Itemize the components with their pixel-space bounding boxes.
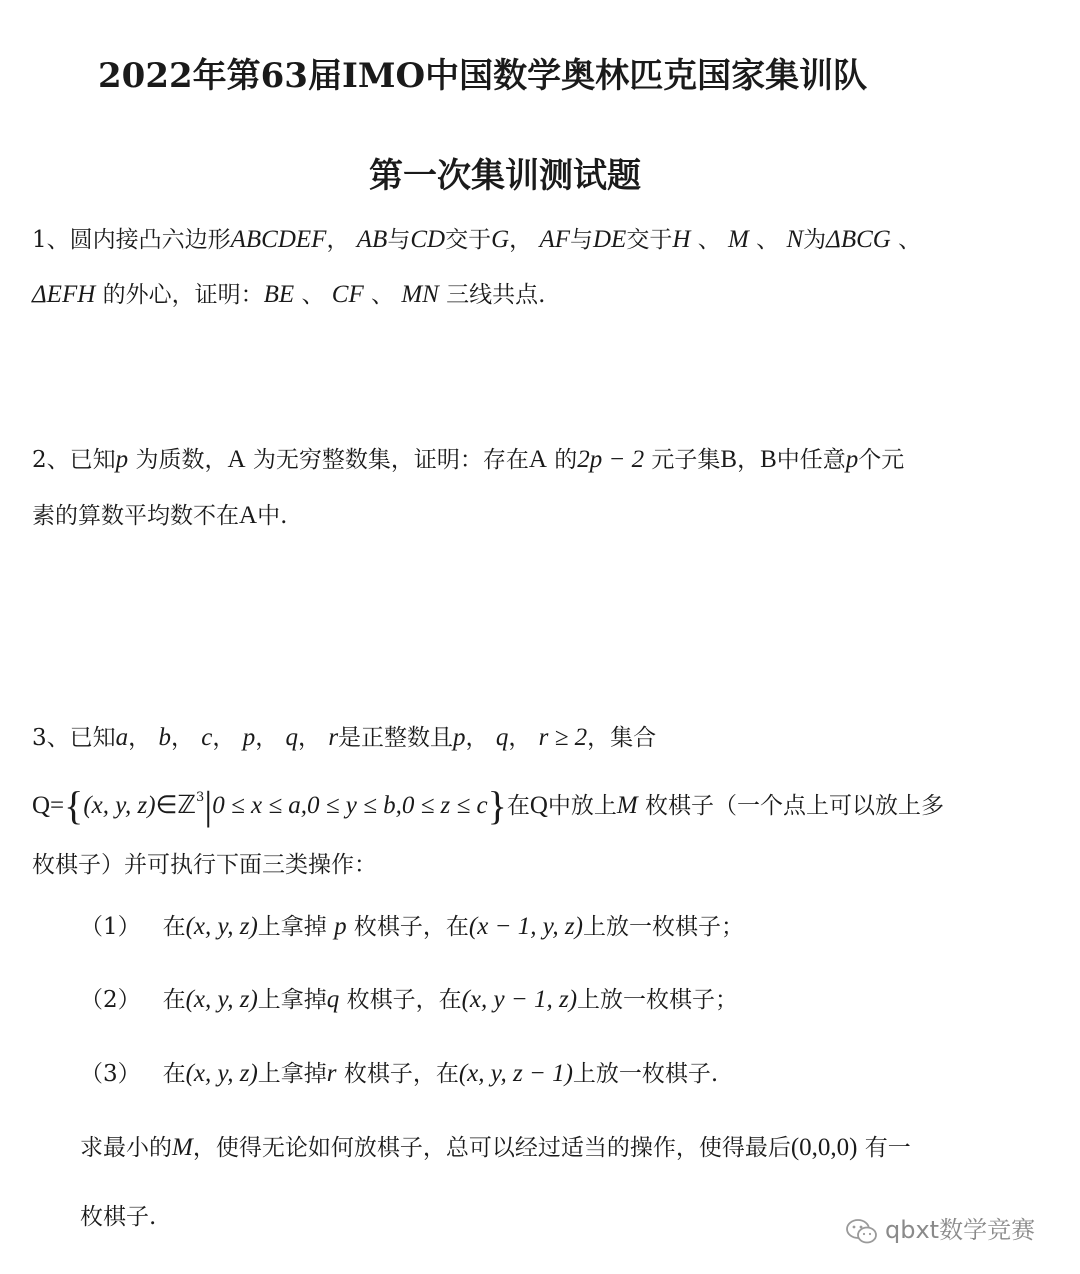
operation-1: （1） 在(x, y, z)上拿掉 p 枚棋子，在(x − 1, y, z)上放一枚棋子； bbox=[80, 913, 744, 940]
wechat-icon bbox=[845, 1218, 879, 1252]
problem-2-line-1: 2、已知p 为质数，A 为无穷整数集，证明：存在A 的2p − 2 元子集B，B中任意p个元 bbox=[32, 446, 905, 473]
watermark-text: qbxt数学竞赛 bbox=[885, 1216, 1036, 1244]
problem-1-line-2: ΔEFH 的外心，证明：BE 、 CF 、 MN 三线共点. bbox=[32, 281, 546, 308]
problem-3-question: 求最小的M，使得无论如何放棋子，总可以经过适当的操作，使得最后(0,0,0) 有一 bbox=[80, 1134, 911, 1161]
problem-1-line-1: 1、圆内接凸六边形ABCDEF， AB与CD交于G， AF与DE交于H 、 M 、 N为ΔBCG 、 bbox=[32, 226, 922, 253]
watermark bbox=[845, 1210, 1035, 1252]
operation-3: （3） 在(x, y, z)上拿掉r 枚棋子，在(x, y, z − 1)上放一枚棋子. bbox=[80, 1060, 719, 1087]
problem-3-line-3: 枚棋子）并可执行下面三类操作： bbox=[32, 852, 377, 878]
page-subtitle: 第一次集训测试题 bbox=[369, 156, 641, 196]
problem-2-line-2: 素的算数平均数不在A中. bbox=[32, 502, 288, 529]
problem-3-question-end: 枚棋子. bbox=[80, 1204, 157, 1230]
problem-3-set-definition: Q={(x, y, z)∈ℤ$^3$|0 ≤ x ≤ a,0 ≤ y ≤ b,0 ≤ z ≤ c}在Q中放上M 枚棋子（一个点上可以放上多 bbox=[32, 783, 945, 828]
operation-2: （2） 在(x, y, z)上拿掉q 枚棋子，在(x, y − 1, z)上放一枚棋子； bbox=[80, 986, 739, 1013]
problem-3-line-1: 3、已知a， b， c， p， q， r是正整数且p， q， r ≥ 2，集合 bbox=[32, 724, 657, 751]
page-title: 2022年第63届IMO中国数学奥林匹克国家集训队 bbox=[98, 56, 868, 96]
